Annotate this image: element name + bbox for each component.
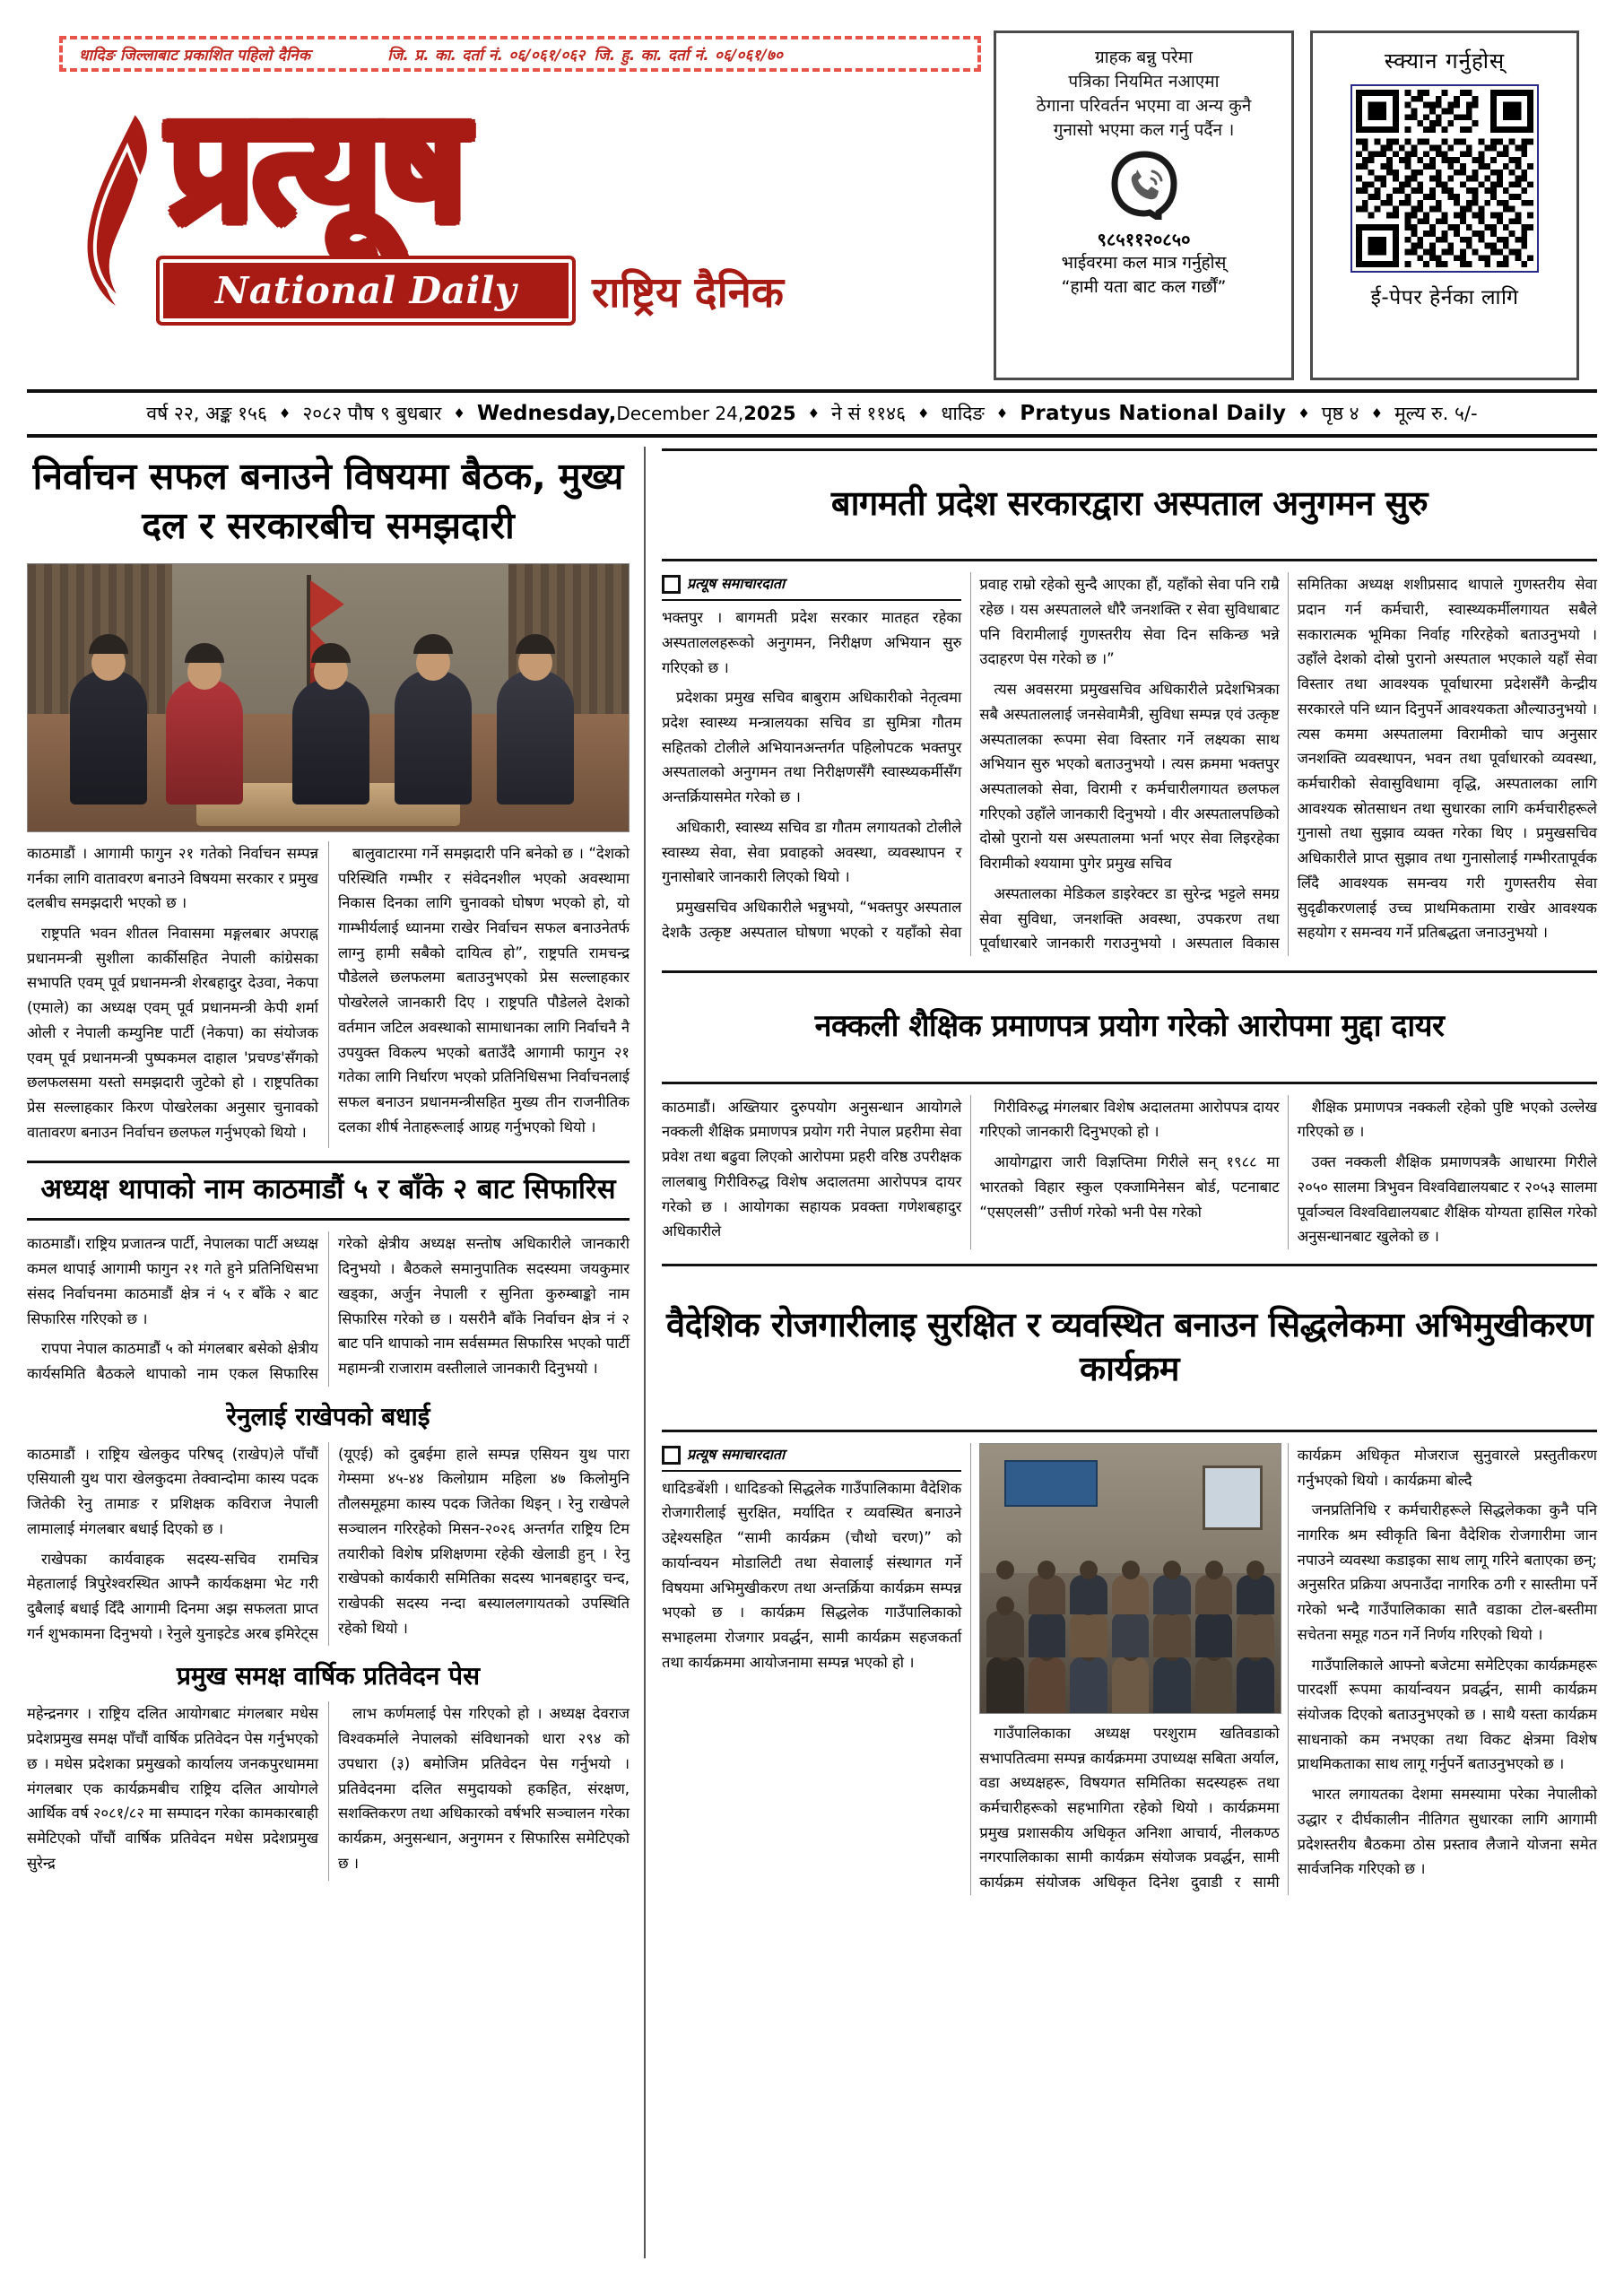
center-sec-2-band [662, 970, 1597, 1084]
byline [662, 1443, 961, 1472]
center-sec-2-headline[interactable]: नक्कली शैक्षिक प्रमाणपत्र प्रयोग गरेको आरोपमा मुद्दा दायर [814, 1008, 1445, 1045]
photo-person [292, 679, 369, 804]
paragraph: गिरीविरुद्ध मंगलबार विशेष अदालतमा आरोपपत्र दायर गरिएको जानकारी दिनुभएको हो । [979, 1098, 1280, 1141]
paragraph: काठमाडौं । राष्ट्रिय खेलकुद परिषद् (राखेप)ले पाँचौं एसियाली युथ पारा खेलकुदमा तेक्वान्दोमा कास्य पदक जितेकी रेनु तामाङ र प्रशिक्षक कविराज नेपाली लामालाई मंगलबार बधाई दिएको छ । [27, 1445, 318, 1537]
center-lead-headline[interactable]: बागमती प्रदेश सरकारद्वारा अस्पताल अनुगमन सुरु [830, 483, 1429, 524]
separator-diamond-icon: ♦ [995, 405, 1009, 422]
paragraph: महेन्द्रनगर । राष्ट्रिय दलित आयोगबाट मंगलबार मधेस प्रदेशप्रमुख समक्ष पाँचौं वार्षिक प्रतिवेदन पेस गर्नुभएको छ । मधेस प्रदेशका प्रमुखको कार्यालय जनकपुरधाममा मंगलबार एक कार्यक्रमबीच राष्ट्रिय दलित आयोगले आर्थिक वर्ष २०८१/८२ मा सम्पादन गरेका कामकारबाही समेटिएको पाँचौं वार्षिक प्रतिवेदन मधेस प्रदेशप्रमुख सुरेन्द्र [27, 1705, 318, 1872]
subscription-box [994, 30, 1294, 380]
byline-square-icon [662, 1446, 681, 1465]
masthead-logo-english: National Daily [214, 269, 517, 312]
center-sec-3-headline[interactable]: वैदेशिक रोजगारीलाइ सुरक्षित र व्यवस्थित बनाउन सिद्धलेकमा अभिमुखीकरण कार्यक्रम [665, 1304, 1594, 1388]
price: मूल्य रु. ५/- [1394, 403, 1478, 424]
photo-person [166, 679, 243, 804]
photo-person [70, 670, 147, 804]
separator-diamond-icon: ♦ [1370, 405, 1384, 422]
paragraph: राखेपका कार्यवाहक सदस्य-सचिव रामचित्र मेहतालाई त्रिपुरेश्वरस्थित आफ्नै कार्यकक्षमा भेट गरी दुबैलाई बधाई दिँदै आगामी दिनमा अझ सफलता प्राप्त गर्न शुभकामना दिनुभयो । रेनुले युनाइटेड अरब इमिरेट्स (यूएई) को दुबईमा हाले सम्पन्न एसियन युथ पारा गेम्समा ४५-४४ किलोग्राम महिला ४७ किलोमुनि तौलसमूहमा कास्य पदक जितेका थिइन् । रेनु राखेपले सञ्चालन गरिरहेको मिसन-२०२६ अन्तर्गत राष्ट्रिय टिम तयारीको विशेष प्रशिक्षणमा रहेकी खेलाडी हुन् । रेनु राखेपको कार्यकारी समितिका सदस्य भानबहादुर चन्द, राखेपकी सदस्य नन्दा बस्याललगायतको उपस्थिति रहेको थियो । [27, 1445, 630, 1642]
page-count: पृष्ठ ४ [1321, 403, 1359, 424]
center-sec-3-band [662, 1264, 1597, 1432]
subscription-line-4: गुनासो भएमा कल गर्नु पर्दैन । [1053, 119, 1235, 140]
qr-box [1310, 30, 1579, 380]
paragraph: काठमाडौं । आगामी फागुन २१ गतेको निर्वाचन सम्पन्न गर्नका लागि वातावरण बनाउने विषयमा सरकार र प्रमुख दलबीच समझदारी भएको छ । [27, 844, 318, 912]
paragraph: भारत लगायतका देशमा समस्यामा परेका नेपालीको उद्धार र दीर्घकालीन नीतिगत सुधारका लागि आगामी प्रदेशस्तरीय बैठकमा ठोस प्रस्ताव लैजाने योजना समेत सार्वजनिक गरिएको छ । [1297, 1786, 1597, 1878]
audience-row [980, 1575, 1280, 1615]
registration-number-1: जि. प्र. का. दर्ता नं. ०६/०६१/०६२ [387, 46, 586, 65]
paragraph: अधिकारी, स्वास्थ्य सचिव डा गौतम लगायतको टोलीले स्वास्थ्य सेवा, सेवा प्रवाहको अवस्था, व्यवस्थापन र गुनासोबारे जानकारी लिएको थियो । [662, 818, 962, 886]
subscription-line-3: ठेगाना परिवर्तन भएमा वा अन्य कुनै [1036, 95, 1252, 116]
paragraph: भक्तपुर । बागमती प्रदेश सरकार मातहत रहेका अस्पताललहरूको अनुगमन, निरीक्षण अभियान सुरु गरिएको छ । [662, 609, 962, 676]
logo-block [27, 75, 988, 344]
qr-title: स्क्यान गर्नुहोस् [1384, 48, 1506, 74]
paper-name-english: Pratyus National Daily [1020, 402, 1287, 425]
paragraph: जनप्रतिनिधि र कर्मचारीहरूले सिद्धलेकका कुनै पनि नागरिक श्रम स्वीकृति बिना वैदेशिक रोजगारीमा जान नपाउने व्यवस्था कडाइका साथ लागू गरिने बताएका छन्; अनुसरित प्रक्रिया अपनाउँदा नागरिक ठगी र सास्तीमा पर्ने गरेको भन्दै गाउँपालिकाका सातै वडाका टोल-बस्तीमा सचेतना समूह गठन गर्ने निर्णय गरिएको थियो । [1297, 1501, 1597, 1643]
subscription-line-1: ग्राहक बन्नु परेमा [1095, 48, 1193, 67]
paragraph: प्रमुखसचिव अधिकारीले भन्नुभयो, “भक्तपुर अस्पताल देशकै उत्कृष्ट अस्पताल घोषणा भएको र यहाँको सेवा प्रवाह राम्रो रहेको सुन्दै आएका हौं, यहाँको सेवा पनि राम्रै रहेछ । यस अस्पतालले धौरै जनशक्ति र सेवा सुविधाबाट पनि विरामीलाई गुणस्तरीय सेवा दिन सकिन्छ भन्ने उदाहरण पेस गरेको छ ।” [662, 576, 1280, 941]
tagline-text: धादिङ जिल्लाबाट प्रकाशित पहिलो दैनिक [79, 46, 311, 65]
paragraph: रापपा नेपाल काठमाडौं ५ को मंगलबार बसेको क्षेत्रीय कार्यसमिति बैठकले थापाको नाम एकल सिफारिस गरेको क्षेत्रीय अध्यक्ष सन्तोष अधिकारीले जानकारी दिनुभयो । बैठकले समानुपातिक सदस्यमा जयकुमार खड्का, अर्जुन नेपाली र सुनिता कुरुम्बाङ्को नाम सिफारिस गरेको छ । यसरीनै बाँके निर्वाचन क्षेत्र नं २ बाट पनि थापाको नाम सर्वसम्मत सिफारिस भएको पार्टी महामन्त्री राजाराम वस्तीलाले जानकारी दिनुभयो । [27, 1235, 630, 1382]
paragraph: बालुवाटारमा गर्ने समझदारी पनि बनेको छ । “देशको परिस्थिति गम्भीर र संवेदनशील भएको अवस्थामा निकास दिनका लागि चुनावको घोषण भएको हो, यो गाम्भीर्यलाई ध्यानमा राखेर निर्वाचन सफल बनाउनेतर्फ लाग्नु हामी सबैको दायित्व हो”, राष्ट्रपति रामचन्द्र पौडेलले छलफलमा बताउनुभएको प्रेस सल्लाहकार पोखरेलले जानकारी दिए । राष्ट्रपति पौडेलले देशको वर्तमान जटिल अवस्थाको सामाधानका लागि निर्वाचनै नै उपयुक्त विकल्प भएको बताउँदै आगामी फागुन २१ गतेका लागि निर्धारण भएको प्रतिनिधिसभा निर्वाचनलाई सफल बनाउन प्रधानमन्त्रीसहित मुख्य तीन राजनीतिक दलका शीर्ष नेताहरूलाई आग्रह गर्नुभएको थियो । [338, 844, 630, 1135]
masthead-logo-subtitle: राष्ट्रिय दैनिक [592, 268, 784, 317]
byline-square-icon [662, 575, 681, 594]
left-sec-2-body [27, 1231, 630, 1386]
masthead-left [27, 30, 988, 380]
audience-row [980, 1611, 1280, 1657]
lead-left-body [27, 841, 630, 1148]
viber-phone-icon [1109, 150, 1179, 220]
subscription-line-2: पत्रिका नियमित नआएमा [1068, 71, 1220, 91]
subscription-foot-2: “हामी यता बाट कल गर्छौं” [1061, 276, 1227, 297]
paragraph: गाउँपालिकाले आफ्नो बजेटमा समेटिएका कार्यक्रमहरू पारदर्शी रूपमा कार्यान्वयन प्रवर्द्धन, सामी कार्यक्रम संयोजक दिएको बताउनुभएको छ । साथै यस्ता कार्यक्रम साधनाको कम नभएका तथा विकट क्षेत्रमा विशेष प्राथमिकताका साथ लागू गर्नुपर्ने बताउनुभएको छ । [1297, 1656, 1597, 1773]
place-name: धादिङ [941, 403, 985, 424]
paragraph: त्यस अवसरमा प्रमुखसचिव अधिकारीले प्रदेशभित्रका सबै अस्पताललाई जनसेवामैत्री, सुविधा सम्पन्न एवं उत्कृष्ट अस्पतालका रूपमा सेवा विस्तार गर्ने लक्ष्यका साथ अभियान सुरु भएको बताउनुभयो । त्यस क्रममा भक्तपुर अस्पतालको सेवा, विरामी र कर्मचारीलगायत छलफल गरिएको उहाँले जानकारी दिनुभयो । वीर अस्पतालपछिको दोस्रो पुरानो यस अस्पतालमा भर्ना भएर सेवा लिइरहेका विरामीको श्ययामा पुगेर प्रमुख सचिव [979, 681, 1280, 873]
english-year: 2025 [743, 403, 796, 424]
center-lead-band [662, 448, 1597, 561]
separator-diamond-icon: ♦ [1298, 405, 1310, 422]
lead-left-headline[interactable]: निर्वाचन सफल बनाउने विषयमा बैठक, मुख्य दल र सरकारबीच समझदारी [32, 455, 624, 547]
left-sec-4-headline[interactable]: प्रमुख समक्ष वार्षिक प्रतिवेदन पेस [176, 1661, 481, 1692]
date-info-bar [27, 389, 1597, 438]
center-sec-2-body [662, 1095, 1597, 1249]
photo-audience [980, 1546, 1280, 1713]
registration-number-2: जि. हु. का. दर्ता नं. ०६/०६१/७० [594, 46, 784, 65]
left-column [27, 447, 646, 2258]
paragraph: आयोगद्वारा जारी विज्ञप्तिमा गिरीले सन् १९८८ मा भारतको विहार स्कुल एक्जामिनेसन बोर्ड, पटनाबाट “एसएलसी” उत्तीर्ण गरेको भनी पेस गरेको [979, 1153, 1280, 1221]
paragraph: राष्ट्रपति भवन शीतल निवासमा मङ्गलबार अपराह्न प्रधानमन्त्री सुशीला कार्कीसहित नेपाली कांग्रेसका सभापति एवम् पूर्व प्रधानमन्त्री शेरबहादुर देउवा, नेकपा (एमाले) का अध्यक्ष एवम् पूर्व प्रधानमन्त्री केपी शर्मा ओली र नेपाली कम्युनिष्ट पार्टी (नेकपा) का संयोजक एवम् पूर्व प्रधानमन्त्री पुष्पकमल दाहाल 'प्रचण्ड'सँगको छलफलसमा यस्तो समझदारी जुटेको हो । राष्ट्रपतिका प्रेस सल्लाहकार किरण पोखरेलका अनुसार चुनावको वातावरण बनाउन निर्वाचन छलफल गर्नुभएको थियो । [27, 925, 318, 1141]
audience-row [980, 1657, 1280, 1713]
paragraph: उक्त नक्कली शैक्षिक प्रमाणपत्रकै आधारमा गिरीले २०५० सालमा त्रिभुवन विश्वविद्यालयबाट र २०५३ सालमा पूर्वाञ्चल विश्वविद्यालयबाट शैक्षिक योग्यता हासिल गरेको अनुसन्धानबाट खुलेको छ । [1297, 1153, 1597, 1246]
left-sec-2-band [27, 1161, 630, 1222]
center-sec-3-body [662, 1443, 1597, 1895]
qr-code-icon[interactable] [1350, 84, 1539, 273]
paragraph: लाभ कर्णमलाई पेस गरिएको हो । अध्यक्ष देवराज विश्वकर्माले नेपालको संविधानको धारा २९४ को उपधारा (३) बमोजिम प्रतिवेदन पेस गर्नुभयो । प्रतिवेदनमा दलित समुदायको हकहित, संरक्षण, सशक्तिकरण तथा अधिकारको वर्षभरि सञ्चालन गरेका कार्यक्रम, अनुसन्धान, अनुगमन र सिफारिस समेटिएको छ । [338, 1705, 630, 1872]
volume-issue: वर्ष २२, अङ्क १५६ [146, 403, 267, 424]
separator-diamond-icon: ♦ [807, 405, 821, 422]
separator-diamond-icon: ♦ [278, 405, 291, 422]
paragraph: काठमाडौं। अख्तियार दुरुपयोग अनुसन्धान आयोगले नक्कली शैक्षिक प्रमाणपत्र प्रयोग गरी नेपाल प्रहरीमा सेवा प्रवेश तथा बढुवा लिएको आरोपमा प्रहरी वरिष्ठ उपरीक्षक लालबाबु गिरीविरुद्ध विशेष अदालतमा आरोपपत्र दायर गरेको छ । आयोगका सहायक प्रवक्ता गणेशबहादुर अधिकारीले [662, 1098, 962, 1240]
nepal-sambat: ने सं ११४६ [831, 403, 907, 424]
english-date: December 24, [616, 403, 744, 424]
orientation-hall-photo [979, 1443, 1281, 1714]
left-sec-3-headline[interactable]: रेनुलाई राखेपको बधाई [226, 1401, 430, 1431]
masthead [27, 30, 1597, 380]
paragraph: अस्पतालका मेडिकल डाइरेक्टर डा सुरेन्द्र भट्टले समग्र सेवा सुविधा, जनशक्ति अवस्था, उपकरण तथा पूर्वाधारबारे जानकारी गराउनुभयो । अस्पताल विकास समितिका अध्यक्ष शशीप्रसाद थापाले गुणस्तरीय सेवा प्रदान गर्न कर्मचारी, स्वास्थ्यकर्मीलगायत सबैले सकारात्मक भूमिका निर्वाह गरिरहेको बताउनुभयो । उहाँले देशको दोस्रो पुरानो अस्पताल भएकाले यहाँ सेवा विस्तार तथा आवश्यक पूर्वाधारमा प्रदेशसँगै केन्द्रीय सरकारले पनि ध्यान दिनुपर्ने आवश्यकता औल्याउनुभयो । त्यस कममा अस्पतालमा विरामीको चाप अनुसार जनशक्ति व्यवस्थापन, भवन तथा पूर्वाधारको व्यवस्था, कर्मचारीको सेवासुविधामा वृद्धि, अस्पतालका लागि आवश्यक स्रोतसाधन तथा सुधारका लागि कर्मचारीहरूले गुनासो तथा सुझाव व्यक्त गरेका थिए । प्रमुखसचिव अधिकारीले प्राप्त सुझाव तथा गुनासोलाई गम्भीरतापूर्वक लिँदै आवश्यक समन्वय गरी गुणस्तरीय सेवा सुदृढीकरणलाई उच्च प्राथमिकतामा राखेर आवश्यक सहयोग र समन्वय गर्ने प्रतिबद्धता जनाउनुभयो । [979, 576, 1597, 952]
byline-text: प्रत्यूष समाचारदाता [687, 1445, 786, 1463]
separator-diamond-icon: ♦ [453, 405, 465, 422]
separator-diamond-icon: ♦ [917, 405, 930, 422]
left-sec-4-body [27, 1701, 630, 1881]
qr-footer-label: ई-पेपर हेर्नका लागि [1370, 286, 1519, 309]
paragraph: गाउँपालिकाका अध्यक्ष परशुराम खतिवडाको सभापतित्वमा सम्पन्न कार्यक्रममा उपाध्यक्ष सबिता अर्याल, वडा अध्यक्षहरू, विषयगत समितिका सदस्यहरू तथा कर्मचारीहरूको सहभागिता रहेको थियो । कार्यक्रममा प्रमुख प्रशासकीय अधिकृत अनिशा आचार्य, नीलकण्ठ नगरपालिकाका सामी कार्यक्रम संयोजक प्रवर्द्धन, सामी कार्यक्रम संयोजक अधिकृत दिनेश दुवाडी र सामी कार्यक्रम अधिकृत मोजराज सुनुवारले प्रस्तुतीकरण गर्नुभएको थियो । कार्यक्रमा बोल्दै [979, 1446, 1597, 1892]
content-grid [27, 447, 1597, 2258]
byline [662, 572, 961, 601]
subscription-foot-1: भाईवरमा कल मात्र गर्नुहोस् [1061, 252, 1227, 273]
english-weekday: Wednesday, [476, 402, 617, 425]
subscription-phone[interactable]: ९८५११२०८५० [1097, 228, 1191, 250]
paragraph: काठमाडौं। राष्ट्रिय प्रजातन्त्र पार्टी, नेपालका पार्टी अध्यक्ष कमल थापाई आगामी फागुन २१ गते हुने प्रतिनिधिसभा संसद निर्वाचनमा काठमाडौं क्षेत्र नं ५ र बाँके २ बाट सिफारिस गरिएको छ । [27, 1235, 318, 1327]
nepali-date: २०८२ पौष ९ बुधबार [302, 403, 442, 424]
left-sec-3-body [27, 1442, 630, 1647]
paragraph: प्रदेशका प्रमुख सचिव बाबुराम अधिकारीको नेतृत्वमा प्रदेश स्वास्थ्य मन्त्रालयका सचिव डा सुमित्रा गौतम सहितको टोलीले अभियानअन्तर्गत पहिलोपटक भक्तपुर अस्पतालको अनुगमन तथा निरीक्षणसँगै स्वास्थ्यकर्मीसँग अन्तर्क्रियासमेत गरेको छ । [662, 689, 962, 806]
paragraph: शैक्षिक प्रमाणपत्र नक्कली रहेको पुष्टि भएको उल्लेख गरिएको छ । [1297, 1098, 1597, 1141]
byline-text: प्रत्यूष समाचारदाता [687, 575, 786, 593]
left-sec-2-headline[interactable]: अध्यक्ष थापाको नाम काठमाडौं ५ र बाँके २ बाट सिफारिस [40, 1172, 616, 1205]
photo-window [1203, 1465, 1262, 1530]
national-daily-bar [160, 259, 572, 322]
center-lead-body [662, 572, 1597, 956]
masthead-logo-devanagari: प्रत्यूष [169, 79, 465, 255]
flame-logo-icon [65, 108, 172, 314]
right-column [646, 447, 1597, 2258]
paragraph: धादिङबेंशी । धादिङको सिद्धलेक गाउँपालिकामा वैदेशिक रोजगारीलाई सुरक्षित, मर्यादित र व्यवस्थित बनाउने उद्देश्यसहित “सामी कार्यक्रम (चौथो चरण)” को कार्यान्वयन मोडालिटी तथा सेवालाई संस्थागत गर्ने विषयमा अभिमुखीकरण तथा अन्तर्क्रिया कार्यक्रम सम्पन्न भएको छ । कार्यक्रम सिद्धलेक गाउँपालिकाको सभाहलमा रोजगार प्रवर्द्धन, सामी कार्यक्रम सहजकर्ता तथा कार्यक्रममा आयोजनामा सम्पन्न भएको हो । [662, 1479, 962, 1671]
photo-person [497, 670, 574, 804]
photo-banner [1004, 1460, 1098, 1507]
photo-person [395, 670, 472, 804]
meeting-photo [27, 563, 630, 832]
tagline-bar [59, 36, 981, 72]
